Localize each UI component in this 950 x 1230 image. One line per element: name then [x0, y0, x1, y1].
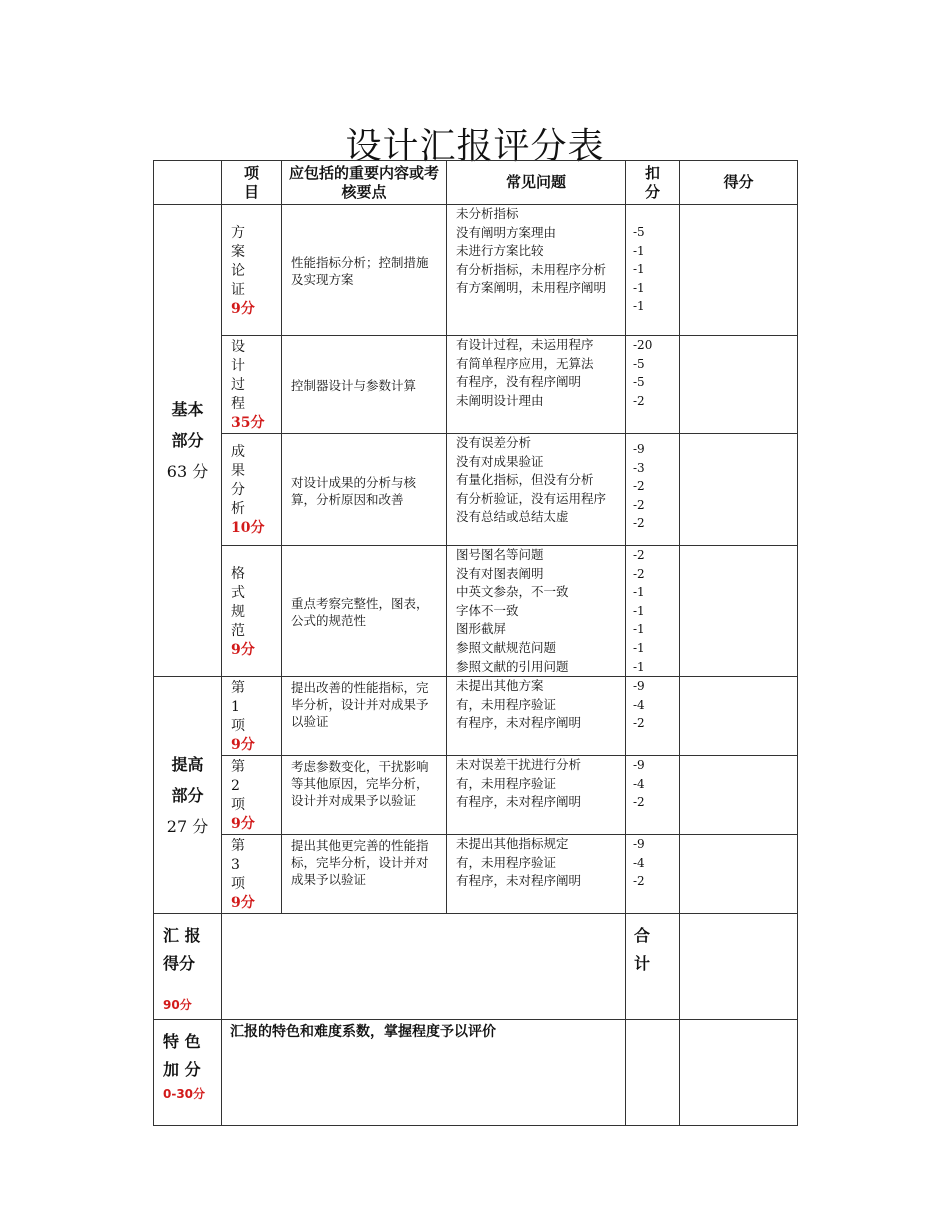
item-deductions: [626, 336, 680, 434]
issue-line: 有，未用程序验证: [456, 696, 557, 712]
issue-line: 参照文献的引用问题: [456, 658, 569, 674]
score-row: [154, 677, 798, 756]
section-points: 63 分: [166, 462, 209, 482]
header-score: 得分: [680, 161, 798, 205]
item-points: 9分: [231, 641, 255, 658]
item-points: 9分: [231, 300, 255, 317]
issue-line: 未阐明设计理由: [456, 392, 544, 408]
issue-line: 未提出其他方案: [456, 678, 544, 694]
total-score-cell[interactable]: [680, 914, 798, 1020]
section-points: 27 分: [166, 816, 209, 836]
deduction-value: -2: [633, 479, 645, 494]
deduction-value: -2: [633, 716, 645, 731]
bonus-row: [154, 1020, 798, 1126]
issue-line: 有简单程序应用，无算法: [456, 355, 594, 371]
score-table: [153, 160, 798, 1126]
issue-line: 有分析验证，没有运用程序: [456, 490, 607, 506]
item-deductions: [626, 205, 680, 336]
bonus-note: 汇报的特色和难度系数，掌握程度予以评价: [222, 1020, 626, 1126]
issue-line: 有程序，未对程序阐明: [456, 873, 582, 889]
issue-line: 有，未用程序验证: [456, 854, 557, 870]
header-row: [154, 161, 798, 205]
header-deduct: 扣 分: [626, 161, 680, 205]
deduction-value: -1: [633, 603, 645, 618]
score-row: [154, 835, 798, 914]
issue-line: 没有对成果验证: [456, 453, 544, 469]
item-label: 第 2 项 9分: [222, 756, 282, 835]
deduction-value: -1: [633, 299, 645, 314]
deduction-value: -2: [633, 795, 645, 810]
report-score-label: 汇 报 得分 90分: [154, 914, 222, 1020]
deduction-value: -9: [633, 679, 645, 694]
issue-line: 有程序，没有程序阐明: [456, 374, 582, 390]
score-row: [154, 205, 798, 336]
item-deductions: [626, 434, 680, 546]
item-content: 控制器设计与参数计算: [282, 336, 447, 434]
deduction-value: -2: [633, 393, 645, 408]
score-row: [154, 336, 798, 434]
item-deductions: [626, 546, 680, 677]
item-deductions: [626, 756, 680, 835]
deduction-value: -3: [633, 460, 645, 475]
deduction-value: -1: [633, 585, 645, 600]
item-issues: [447, 336, 626, 434]
deduction-value: -20: [633, 338, 653, 352]
deduction-value: -9: [633, 442, 645, 456]
item-issues: [447, 546, 626, 677]
issue-line: 未分析指标: [456, 206, 519, 221]
header-issues: 常见问题: [447, 161, 626, 205]
deduction-value: -1: [633, 640, 645, 655]
deduction-value: -4: [633, 855, 645, 870]
deduction-value: -5: [633, 356, 645, 371]
item-issues: [447, 205, 626, 336]
deduction-value: -1: [633, 622, 645, 637]
basic-section: [154, 205, 798, 677]
header-content: 应包括的重要内容或考核要点: [282, 161, 447, 205]
issue-line: 有量化指标，但没有分析: [456, 472, 594, 488]
deduction-value: -5: [633, 225, 645, 239]
score-row: [154, 434, 798, 546]
deduction-value: -1: [633, 659, 645, 674]
item-label: 成 果 分 析 10分: [222, 434, 282, 546]
item-issues: [447, 677, 626, 756]
report-score-points: 90分: [163, 998, 192, 1013]
deduction-value: -2: [633, 516, 645, 531]
item-content: 考虑参数变化，干扰影响等其他原因，完毕分析，设计并对成果予以验证: [282, 756, 447, 835]
score-cell[interactable]: [680, 205, 798, 336]
item-points: 35分: [231, 415, 265, 431]
issue-line: 有方案阐明，未用程序阐明: [456, 280, 607, 296]
score-cell[interactable]: [680, 546, 798, 677]
bonus-label: 特 色 加 分 0-30分: [154, 1020, 222, 1126]
page-title: 设计汇报评分表: [345, 126, 605, 167]
issue-line: 有设计过程，未运用程序: [456, 337, 594, 352]
issue-line: 有，未用程序验证: [456, 775, 557, 791]
score-cell[interactable]: [680, 434, 798, 546]
bonus-deduct-cell: [626, 1020, 680, 1126]
item-content: 提出改善的性能指标，完毕分析，设计并对成果予以验证: [282, 677, 447, 756]
issue-line: 没有总结或总结太虚: [456, 509, 569, 525]
deduction-value: -5: [633, 375, 645, 390]
item-label: 第 1 项 9分: [222, 677, 282, 756]
section-label: 提高 部分 27 分: [154, 677, 222, 914]
section-label: 基本 部分 63 分: [154, 205, 222, 677]
item-content: 重点考察完整性，图表，公式的规范性: [282, 546, 447, 677]
issue-line: 图号图名等问题: [456, 547, 544, 562]
issue-line: 未提出其他指标规定: [456, 836, 569, 852]
item-deductions: [626, 835, 680, 914]
header-item: 项 目: [222, 161, 282, 205]
deduction-value: -4: [633, 776, 645, 791]
item-points: 9分: [231, 737, 255, 754]
item-content: 性能指标分析；控制措施及实现方案: [282, 205, 447, 336]
deduction-value: -4: [633, 697, 645, 712]
issue-line: 没有误差分析: [456, 435, 532, 450]
issue-line: 有程序，未对程序阐明: [456, 715, 582, 731]
issue-line: 图形截屏: [456, 621, 507, 637]
deduction-value: -1: [633, 243, 645, 258]
item-issues: [447, 756, 626, 835]
item-content: 提出其他更完善的性能指标，完毕分析，设计并对成果予以验证: [282, 835, 447, 914]
deduction-value: -9: [633, 837, 645, 852]
score-row: [154, 756, 798, 835]
item-points: 10分: [231, 520, 265, 536]
item-label: 格 式 规 范 9分: [222, 546, 282, 677]
item-label: 方 案 论 证 9分: [222, 205, 282, 336]
header-blank: [154, 161, 222, 205]
item-points: 9分: [231, 895, 255, 912]
score-row: [154, 546, 798, 677]
item-deductions: [626, 677, 680, 756]
score-cell[interactable]: [680, 677, 798, 756]
issue-line: 字体不一致: [456, 602, 519, 618]
item-content: 对设计成果的分析与核算，分析原因和改善: [282, 434, 447, 546]
issue-line: 未进行方案比较: [456, 243, 544, 259]
score-cell[interactable]: [680, 756, 798, 835]
issue-line: 有分析指标，未用程序分析: [456, 261, 607, 277]
issue-line: 中英文参杂，不一致: [456, 584, 569, 600]
issue-line: 没有阐明方案理由: [456, 224, 557, 240]
report-score-row: [154, 914, 798, 1020]
item-issues: [447, 434, 626, 546]
deduction-value: -2: [633, 497, 645, 512]
item-issues: [447, 835, 626, 914]
score-cell[interactable]: [680, 336, 798, 434]
bonus-score-cell[interactable]: [680, 1020, 798, 1126]
issue-line: 参照文献规范问题: [456, 639, 557, 655]
item-points: 9分: [231, 816, 255, 833]
issue-line: 没有对图表阐明: [456, 565, 544, 581]
deduction-value: -9: [633, 758, 645, 773]
issue-line: 未对误差干扰进行分析: [456, 757, 582, 773]
deduction-value: -2: [633, 548, 645, 562]
score-cell[interactable]: [680, 835, 798, 914]
deduction-value: -1: [633, 262, 645, 277]
deduction-value: -1: [633, 280, 645, 295]
deduction-value: -2: [633, 566, 645, 581]
item-label: 设 计 过 程 35分: [222, 336, 282, 434]
report-score-blank: [222, 914, 626, 1020]
advanced-section: [154, 677, 798, 914]
deduction-value: -2: [633, 874, 645, 889]
item-label: 第 3 项 9分: [222, 835, 282, 914]
issue-line: 有程序，未对程序阐明: [456, 794, 582, 810]
bonus-points: 0-30分: [163, 1087, 206, 1102]
total-label: 合 计: [626, 914, 680, 1020]
